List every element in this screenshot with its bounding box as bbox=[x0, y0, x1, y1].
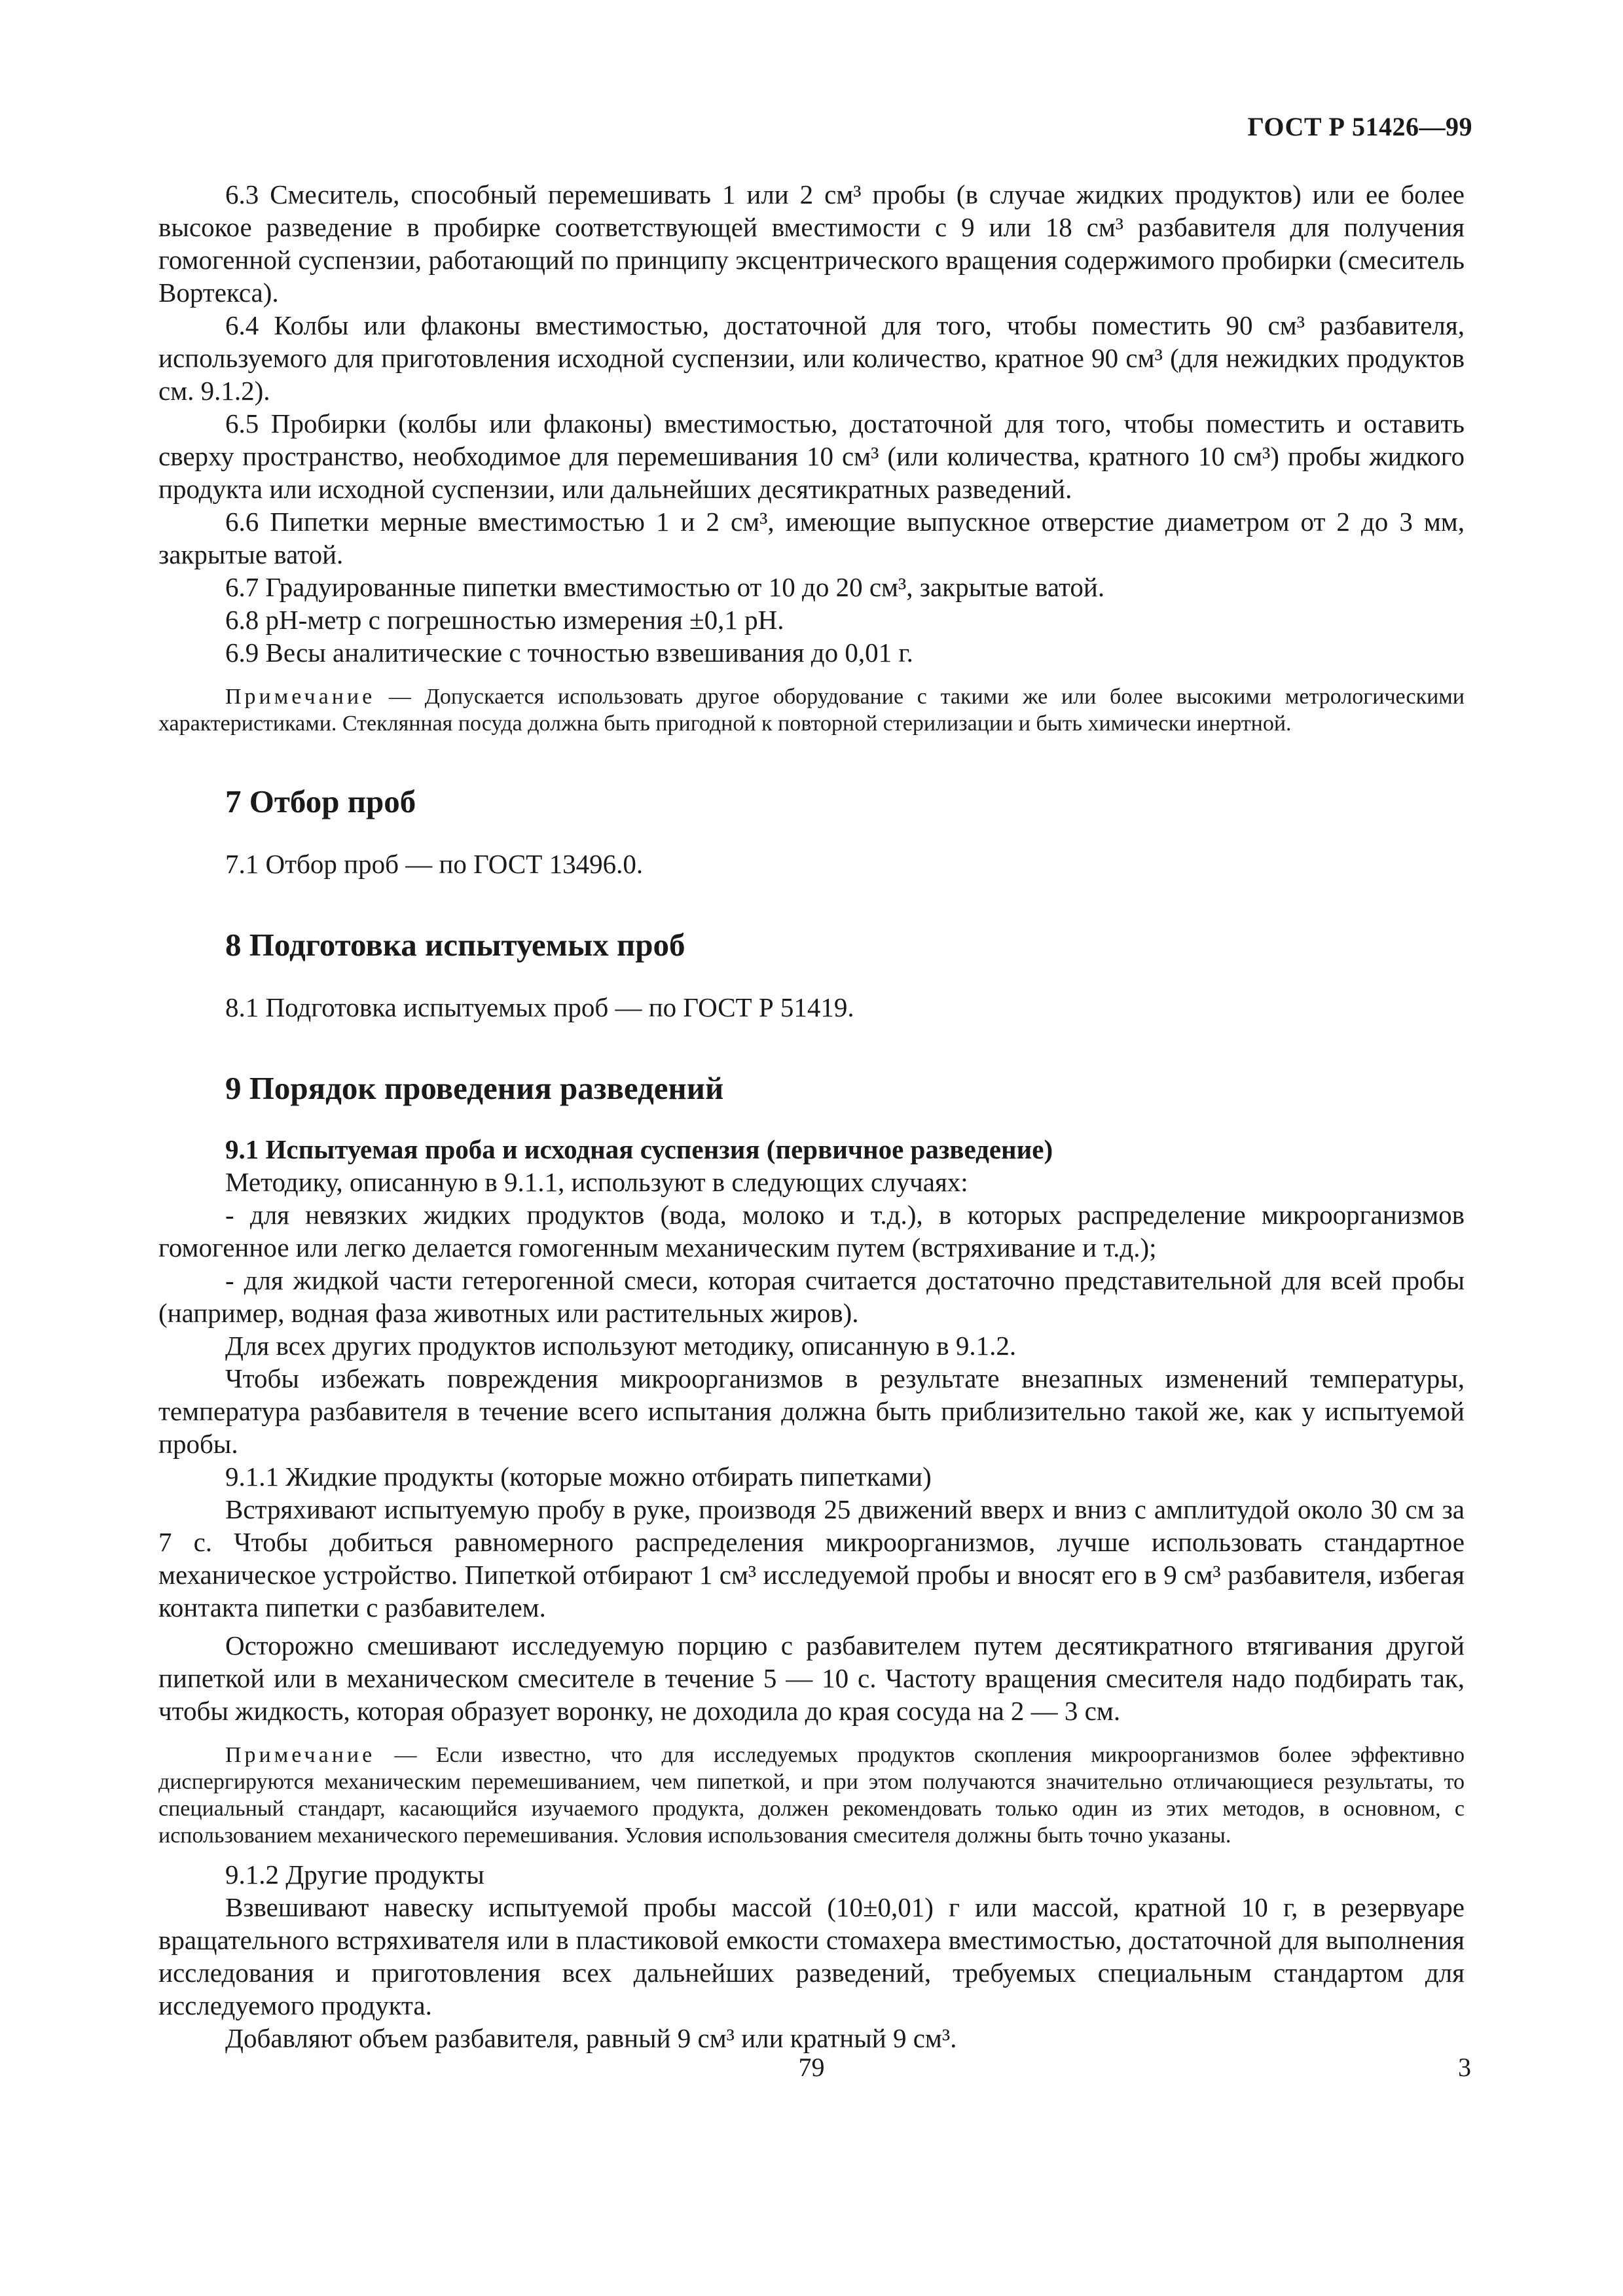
section-7-title: 7 Отбор проб bbox=[225, 783, 416, 819]
clause-6-4: 6.4 Колбы или флаконы вместимостью, достаточной для того, чтобы поместить 90 см³ разбавителя, используемого для приготовления исходной суспензии, или количество, кратное 90 см³ (для нежидких продуктов см. 9.1.2). bbox=[158, 310, 1465, 406]
note-text: — Если известно, что для исследуемых продуктов скопления микроорганизмов более эффективно диспергируются механическим перемешиванием, чем пипеткой, и при этом получаются значительно отличающиеся результаты, то специальный стандарт, касающийся изучаемого продукта, должен рекомендовать только один из этих методов, в основном, с использованием механического перемешивания. Условия использования смесителя должны быть точно указаны. bbox=[158, 1743, 1465, 1848]
add-diluent-text: Добавляют объем разбавителя, равный 9 см³ или кратный 9 см³. bbox=[225, 2023, 957, 2053]
temperature-text: Чтобы избежать повреждения микроорганизмов в результате внезапных изменений температуры, температура разбавителя в течение всего испытания должна быть приблизительно такой же, как у испытуемой пробы. bbox=[158, 1363, 1465, 1459]
other-products-text: Для всех других продуктов используют методику, описанную в 9.1.2. bbox=[225, 1331, 1017, 1361]
bullet-heterogeneous: - для жидкой части гетерогенной смеси, которая считается достаточно представительной для всей пробы (например, водная фаза животных или растительных жиров). bbox=[158, 1265, 1465, 1328]
standard-header: ГОСТ Р 51426—99 bbox=[1247, 112, 1472, 141]
subsection-9-1-title: 9.1 Испытуемая проба и исходная суспензия (первичное разведение) bbox=[225, 1134, 1053, 1164]
clause-7-1: 7.1 Отбор проб — по ГОСТ 13496.0. bbox=[225, 849, 644, 879]
section-8-title: 8 Подготовка испытуемых проб bbox=[225, 927, 685, 963]
shake-procedure-text: Встряхивают испытуемую пробу в руке, производя 25 движений вверх и вниз с амплитудой около 30 см за 7 с. Чтобы добиться равномерного распределения микроорганизмов, лучше использовать стандартное механическое устройство. Пипеткой отбирают 1 см³ исследуемой пробы и вносят его в 9 см³ разбавителя, избегая контакта пипетки с разбавителем. bbox=[158, 1494, 1465, 1623]
page-number-center: 79 bbox=[798, 2053, 825, 2082]
mixing-procedure-text: Осторожно смешивают исследуемую порцию с разбавителем путем десятикратного втягивания другой пипеткой или в механическом смесителе в течение 5 — 10 с. Частоту вращения смесителя надо подбирать так, чтобы жидкость, которая образует воронку, не доходила до края сосуда на 2 — 3 см. bbox=[158, 1630, 1465, 1726]
note-text: — Допускается использовать другое оборудование с такими же или более высокими метрологическими характеристиками. Стеклянная посуда должна быть пригодной к повторной стерилизации и быть химически инертной. bbox=[158, 685, 1465, 736]
subsection-9-1-2-title: 9.1.2 Другие продукты bbox=[225, 1859, 484, 1890]
subsection-9-1-1-title: 9.1.1 Жидкие продукты (которые можно отбирать пипетками) bbox=[225, 1462, 932, 1492]
clause-6-5: 6.5 Пробирки (колбы или флаконы) вместимостью, достаточной для того, чтобы поместить и оставить сверху пространство, необходимое для перемешивания 10 см³ (или количества, кратного 10 см³) пробы жидкого продукта или исходной суспензии, или дальнейших десятикратных разведений. bbox=[158, 408, 1465, 504]
clause-6-6: 6.6 Пипетки мерные вместимостью 1 и 2 см³, имеющие выпускное отверстие диаметром от 2 до 3 мм, закрытые ватой. bbox=[158, 507, 1465, 569]
note-section-9 bbox=[158, 1742, 1465, 1849]
weighing-text: Взвешивают навеску испытуемой пробы массой (10±0,01) г или массой, кратной 10 г, в резервуаре вращательного встряхивателя или в пластиковой емкости стомахера вместимостью, достаточной для выполнения исследования и приготовления всех дальнейших разведений, требуемых специальным стандартом для исследуемого продукта. bbox=[158, 1892, 1465, 2020]
clause-6-7: 6.7 Градуированные пипетки вместимостью от 10 до 20 см³, закрытые ватой. bbox=[225, 572, 1105, 602]
section-9-title: 9 Порядок проведения разведений bbox=[225, 1070, 724, 1106]
clause-6-8: 6.8 рН-метр с погрешностью измерения ±0,1 рН. bbox=[225, 605, 784, 635]
clause-8-1: 8.1 Подготовка испытуемых проб — по ГОСТ Р 51419. bbox=[225, 992, 854, 1022]
note-label: Примечание bbox=[225, 1743, 376, 1767]
clause-6-9: 6.9 Весы аналитические с точностью взвешивания до 0,01 г. bbox=[225, 637, 913, 668]
note-label: Примечание bbox=[225, 685, 376, 709]
bullet-nonviscous: - для невязких жидких продуктов (вода, молоко и т.д.), в которых распределение микроорганизмов гомогенное или легко делается гомогенным механическим путем (встряхивание и т.д.); bbox=[158, 1200, 1465, 1263]
document-body bbox=[158, 178, 1465, 2054]
note-section-6 bbox=[158, 683, 1465, 737]
method-usage-text: Методику, описанную в 9.1.1, используют в следующих случаях: bbox=[225, 1167, 968, 1197]
page-number-right: 3 bbox=[1458, 2053, 1471, 2082]
clause-6-3: 6.3 Смеситель, способный перемешивать 1 или 2 см³ пробы (в случае жидких продуктов) или ее более высокое разведение в пробирке соответствующей вместимости с 9 или 18 см³ разбавителя для получения гомогенной суспензии, работающий по принципу эксцентрического вращения содержимого пробирки (смеситель Вортекса). bbox=[158, 179, 1465, 308]
